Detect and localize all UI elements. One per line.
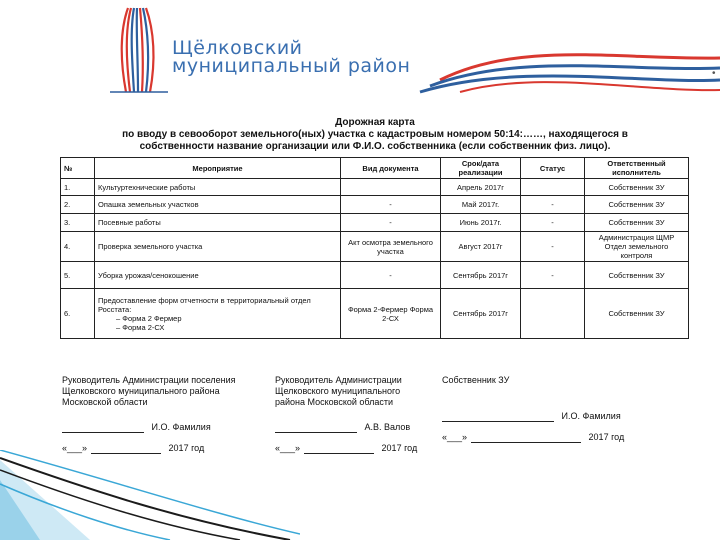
table-row [61, 179, 689, 196]
sig-line3: района Московской области [275, 397, 394, 407]
sig-name: И.О. Фамилия [151, 422, 211, 432]
row-deadline: Май 2017г. [441, 196, 521, 214]
row-event: Уборка урожая/сенокошение [95, 262, 341, 289]
row-num: 6. [61, 289, 95, 339]
row-num: 4. [61, 232, 95, 262]
table-row [61, 214, 689, 232]
logo-swoosh-lines [420, 55, 720, 92]
header-num: № [61, 158, 95, 179]
logo-fountain-icon [110, 8, 168, 92]
signature-block-owner [442, 375, 624, 443]
title-line1: Дорожная карта [335, 117, 415, 128]
row-num: 2. [61, 196, 95, 214]
logo-title-line1: Щёлковский [172, 37, 303, 59]
row-num: 3. [61, 214, 95, 232]
row-doc [341, 179, 441, 196]
title-line3: собственности название организации или Ф.И.О. собственника (если собственник физ. лицо). [139, 141, 611, 152]
row-responsible: Собственник ЗУ [585, 196, 689, 214]
sig-year: 2017 год [588, 432, 625, 442]
sig-date: «___» [275, 443, 301, 453]
row-deadline: Апрель 2017г [441, 179, 521, 196]
row-responsible: Собственник ЗУ [585, 289, 689, 339]
signature-line [62, 423, 144, 433]
sig-line1: Руководитель Администрации [275, 375, 402, 385]
row-responsible: Собственник ЗУ [585, 262, 689, 289]
row-doc: - [341, 196, 441, 214]
corner-mark: • [712, 68, 716, 79]
signature-line [442, 412, 554, 422]
row-event [95, 289, 341, 339]
table-header-row [61, 158, 689, 179]
row-responsible: Собственник ЗУ [585, 214, 689, 232]
row-status: - [521, 232, 585, 262]
header-doc: Вид документа [341, 158, 441, 179]
sig-line2: Щелковского муниципального района [62, 386, 220, 396]
row-deadline: Август 2017г [441, 232, 521, 262]
header-responsible: Ответственный исполнитель [585, 158, 689, 179]
document-title [60, 117, 690, 153]
header-status: Статус [521, 158, 585, 179]
row-status: - [521, 262, 585, 289]
roadmap-table [60, 157, 689, 339]
sig-line1: Руководитель Администрации поселения [62, 375, 236, 385]
bottom-left-decoration [0, 450, 300, 540]
header-deadline: Срок/дата реализации [441, 158, 521, 179]
event-form-list [98, 314, 337, 332]
row-doc: - [341, 214, 441, 232]
date-line [471, 433, 581, 443]
title-line2: по вводу в севооборот земельного(ных) участка с кадастровым номером 50:14:……, находящегося в [122, 129, 628, 140]
signature-line [275, 423, 357, 433]
signature-block-district-head [275, 375, 417, 454]
row-responsible: Администрация ЩМР Отдел земельного контроля [585, 232, 689, 262]
row-status [521, 179, 585, 196]
logo-title-line2: муниципальный район [172, 55, 411, 77]
sig-line3: Московской области [62, 397, 148, 407]
row-status: - [521, 196, 585, 214]
list-item: – Форма 2-СХ [116, 323, 337, 332]
sig-year: 2017 год [168, 443, 205, 453]
row-num: 5. [61, 262, 95, 289]
table-row [61, 289, 689, 339]
row-deadline: Сентябрь 2017г [441, 262, 521, 289]
sig-line1: Собственник ЗУ [442, 375, 510, 385]
row-doc: Форма 2-Фермер Форма 2-СХ [341, 289, 441, 339]
list-item: – Форма 2 Фермер [116, 314, 337, 323]
row-event: Культуртехнические работы [95, 179, 341, 196]
sig-year: 2017 год [381, 443, 418, 453]
row-status: - [521, 214, 585, 232]
header-event: Мероприятие [95, 158, 341, 179]
row-event: Посевные работы [95, 214, 341, 232]
row-num: 1. [61, 179, 95, 196]
date-line [304, 444, 374, 454]
row-event: Опашка земельных участков [95, 196, 341, 214]
row-responsible: Собственник ЗУ [585, 179, 689, 196]
table-row [61, 262, 689, 289]
row-doc: Акт осмотра земельного участка [341, 232, 441, 262]
sig-name: А.В. Валов [364, 422, 411, 432]
sig-date: «___» [62, 443, 88, 453]
row-event: Проверка земельного участка [95, 232, 341, 262]
row-doc: - [341, 262, 441, 289]
logo-swoosh-graphic [0, 0, 720, 100]
event-title: Предоставление форм отчетности в территориальный отдел Росстата: [98, 295, 311, 314]
sig-line2: Щелковского муниципального [275, 386, 401, 396]
row-deadline: Сентябрь 2017г [441, 289, 521, 339]
table-row [61, 232, 689, 262]
row-deadline: Июнь 2017г. [441, 214, 521, 232]
sig-date: «___» [442, 432, 468, 442]
sig-name: И.О. Фамилия [561, 411, 621, 421]
row-status [521, 289, 585, 339]
table-row [61, 196, 689, 214]
signature-block-settlement-head [62, 375, 236, 454]
